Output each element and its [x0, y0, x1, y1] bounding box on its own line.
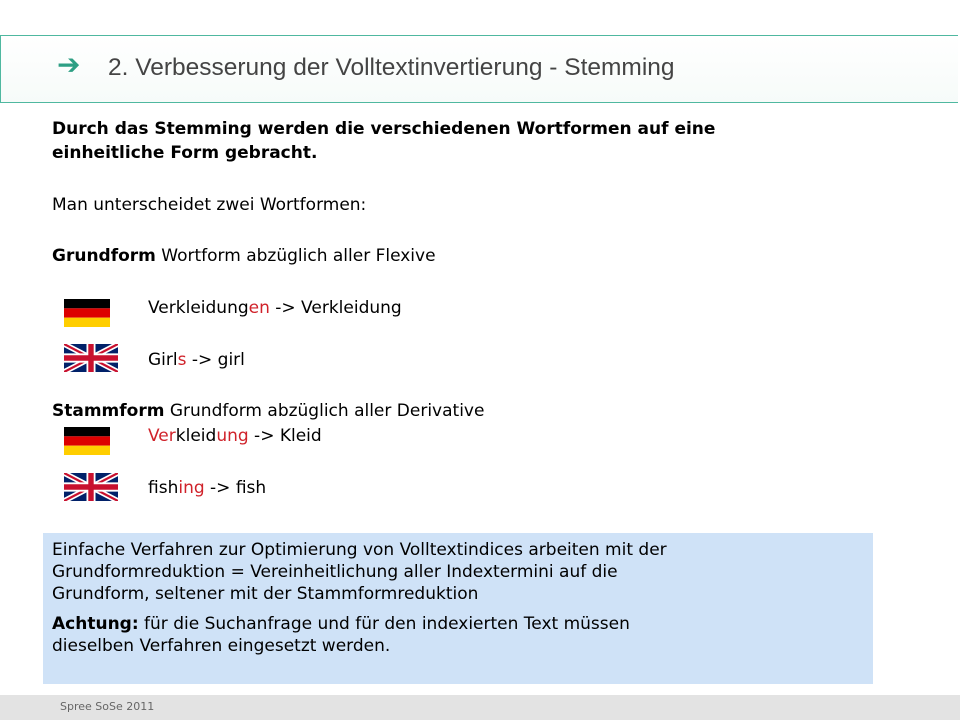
example-suffix: s [177, 350, 187, 370]
example-suffix: en [248, 298, 270, 318]
warning-line-1 [52, 613, 864, 635]
example-suffix: ing [178, 478, 205, 498]
german-flag-icon [64, 427, 110, 455]
stammform-definition [52, 399, 484, 423]
warning-label: Achtung: [52, 614, 139, 634]
slide-header [0, 35, 958, 103]
distinguish-text: Man unterscheidet zwei Wortformen: [52, 195, 367, 215]
example-en-stammform [148, 476, 266, 500]
grundform-term: Grundform [52, 246, 156, 266]
uk-flag-icon [64, 344, 118, 372]
example-stem: kleid [175, 426, 217, 446]
example-result: -> fish [204, 478, 267, 498]
german-flag-icon [64, 299, 110, 327]
stammform-term: Stammform [52, 401, 165, 421]
example-prefix: Ver [148, 426, 176, 446]
info-line-2: Grundformreduktion = Vereinheitlichung aller Indextermini auf die [52, 562, 618, 582]
info-line-1: Einfache Verfahren zur Optimierung von Volltextindices arbeiten mit der [52, 540, 667, 560]
example-result: -> Kleid [248, 426, 322, 446]
grundform-desc: Wortform abzüglich aller Flexive [155, 246, 436, 266]
footer [0, 695, 960, 720]
example-stem: Verkleidung [148, 298, 249, 318]
info-box [43, 533, 873, 684]
info-line-3: Grundform, seltener mit der Stammformreduktion [52, 584, 479, 604]
intro-line-2: einheitliche Form gebracht. [52, 143, 318, 163]
warning-text: für die Suchanfrage und für den indexierten Text müssen [138, 614, 630, 634]
example-suffix: ung [216, 426, 249, 446]
arrow-icon: ➔ [57, 48, 81, 81]
warning-line-2: dieselben Verfahren eingesetzt werden. [52, 636, 391, 656]
footer-text: Spree SoSe 2011 [60, 700, 155, 713]
uk-flag-icon [64, 473, 118, 501]
example-stem: fish [148, 478, 179, 498]
example-de-stammform [148, 424, 322, 448]
intro-line-1: Durch das Stemming werden die verschiedenen Wortformen auf eine [52, 119, 716, 139]
example-de-grundform [148, 296, 402, 320]
example-en-grundform [148, 348, 245, 372]
example-stem: Girl [148, 350, 178, 370]
slide-title: 2. Verbesserung der Volltextinvertierung - Stemming [108, 54, 675, 81]
stammform-desc: Grundform abzüglich aller Derivative [164, 401, 485, 421]
example-result: -> girl [186, 350, 245, 370]
grundform-definition [52, 244, 436, 268]
example-result: -> Verkleidung [269, 298, 402, 318]
